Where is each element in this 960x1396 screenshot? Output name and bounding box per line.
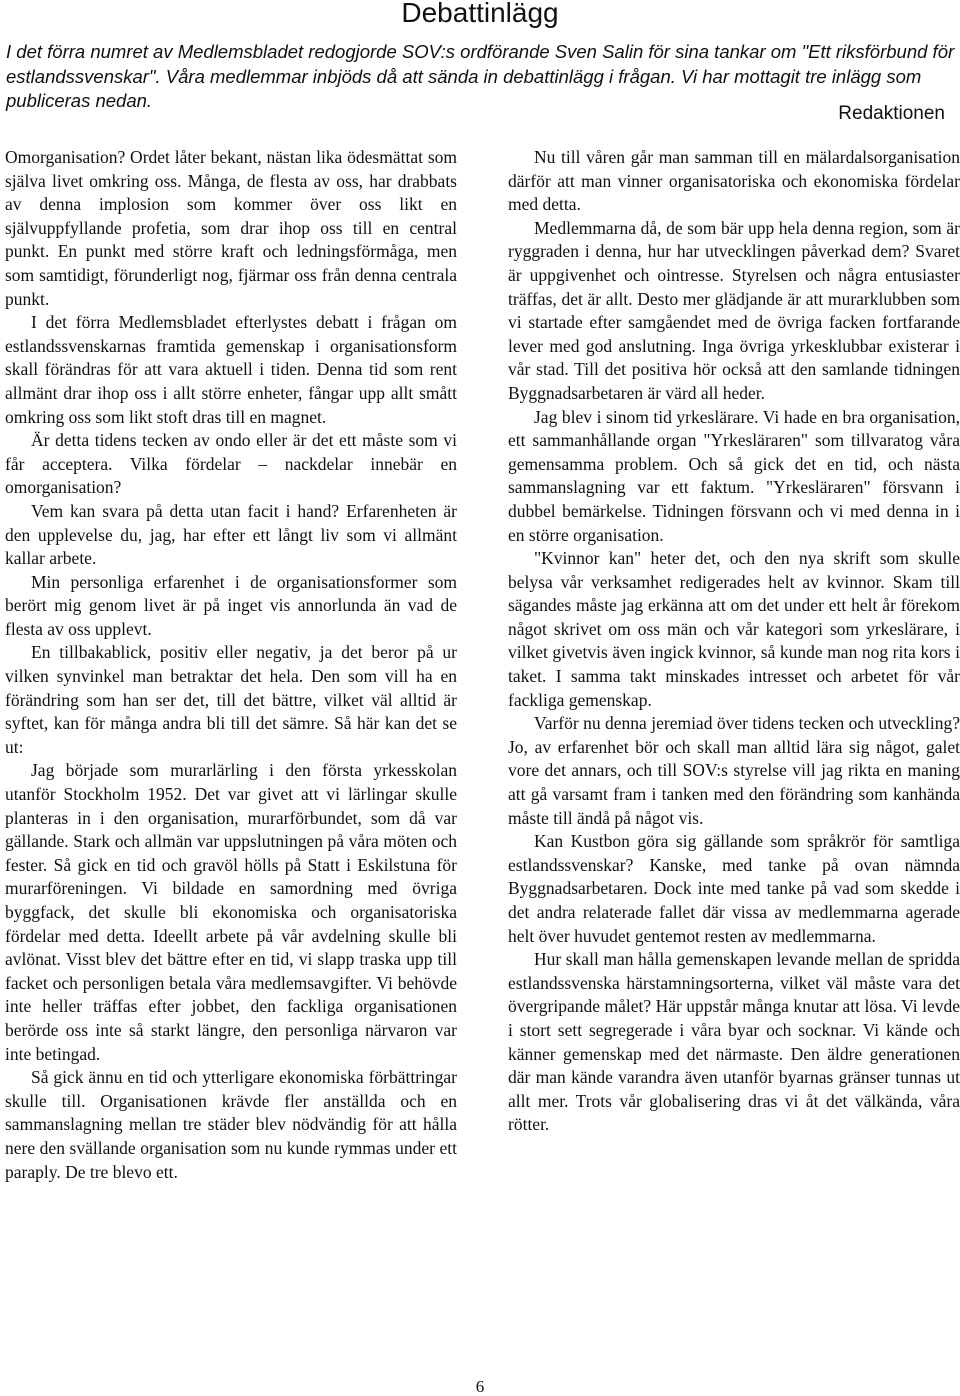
paragraph: En tillbakablick, positiv eller negativ, ja det beror på ur vilken synvinkel man betraktar det hela. Den som vill ha en förändring som han ser det, till det bättre, vilket väl alltid är syftet, kan för många andra bli till det sämre. Så här kan det se ut:	[5, 642, 457, 757]
paragraph: Medlemmarna då, de som bär upp hela denna region, som är ryggraden i denna, hur har utvecklingen påverkad dem? Svaret är uppgivenhet och ointresse. Styrelsen och några entusiaster träffas, det är allt. Desto mer glädjande är att murarklubben som vi startade efter samgåendet med de övriga facken fortfarande lever med god anslutning. Inga övriga yrkesklubbar existerar i vår stad. Till det positiva hör också att den samlande tidningen Byggnadsarbetaren är värd all heder.	[508, 217, 960, 403]
paragraph: Är detta tidens tecken av ondo eller är det ett måste som vi får acceptera. Vilka fördelar – nackdelar innebär en omorganisation?	[5, 430, 457, 498]
page-number: 6	[475, 1377, 485, 1396]
page-title: Debattinlägg	[401, 0, 559, 28]
paragraph: Så gick ännu en tid och ytterligare ekonomiska förbättringar skulle till. Organisationen krävde fler anställda och en sammanslagning mellan tre städer blev nödvändig för att hålla nere den svällande organisation som nu kunde rymmas under ett paraply. De tre blevo ett.	[5, 1067, 457, 1182]
paragraph: Kan Kustbon göra sig gällande som språkrör för samtliga estlandssvenskar? Kanske, med tanke på ovan nämnda Byggnadsarbetaren. Dock inte med tanke på vad som skedde i det andra relaterade fallet där vissa av medlemmarna agerade helt över huvudet gentemot resten av medlemmarna.	[508, 831, 960, 946]
editorial-intro: I det förra numret av Medlemsbladet redogjorde SOV:s ordförande Sven Salin för sina tankar om "Ett riksförbund för estlandssvenskar". Våra medlemmar inbjöds då att sända in debattinlägg i frågan. Vi har mottagit tre inlägg som publiceras nedan.	[6, 41, 955, 111]
paragraph: Varför nu denna jeremiad över tidens tecken och utveckling? Jo, av erfarenhet bör och skall man alltid lära sig något, galet vore det annars, och till SOV:s styrelse vill jag rikta en maning att gå varsamt fram i tanken med den förändring som kanhända måste till ändå på något vis.	[508, 713, 960, 828]
paragraph: Jag började som murarlärling i den första yrkesskolan utanför Stockholm 1952. Det var givet att vi lärlingar skulle planteras in i den organisation, murarförbundet, som då var gällande. Stark och allmän var uppslutningen på våra möten och fester. Så gick en tid och gravöl hölls på Statt i Eskilstuna för murarföreningen. Vi bildade en samordning med övriga byggfack, det skulle bli ekonomiska och organisatoriska fördelar med detta. Ideellt arbete på vår avdelning skulle bli avlönat. Visst blev det bättre efter en tid, vi slapp traska upp till facket och personligen betala våra medlemsavgifter. Vi behövde inte heller träffas efter jobbet, den fackliga organisationen berörde oss inte så starkt längre, den personliga närvaron var inte betingad.	[5, 760, 457, 1064]
editorial-signature: Redaktionen	[838, 103, 945, 124]
right-column	[508, 146, 960, 1137]
left-column	[5, 146, 457, 1184]
paragraph: Min personliga erfarenhet i de organisationsformer som berört mig genom livet är på inget vis annorlunda än vad de flesta av oss upplevt.	[5, 571, 457, 639]
paragraph: Nu till våren går man samman till en mälardalsorganisation därför att man vinner organisatoriska och ekonomiska fördelar med detta.	[508, 147, 960, 215]
paragraph: Omorganisation? Ordet låter bekant, nästan lika ödesmättat som själva livet omkring oss. Många, de flesta av oss, har drabbats av denna implosion som kommer över oss likt en självuppfyllande profetia, som drar ihop oss till en central punkt. En punkt med större kraft och ledningsförmåga, men som samtidigt, förunderligt nog, fjärmar oss från denna centrala punkt.	[5, 147, 457, 309]
paragraph: Hur skall man hålla gemenskapen levande mellan de spridda estlandssvenska härstamningsorterna, vilket väl måste vara det övergripande målet? Här uppstår många knutar att lösa. Vi levde i stort sett segregerade i våra byar och socknar. Vi kände och känner gemenskap med det närmaste. Den äldre generationen där man kände varandra även utanför byarnas gränser tunnas ut allt mer. Trots vår globalisering dras vi åt det välkända, våra rötter.	[508, 949, 960, 1135]
paragraph: "Kvinnor kan" heter det, och den nya skrift som skulle belysa vår verksamhet redigerades helt av kvinnor. Skam till sägandes måste jag erkänna att om det under ett helt år förekom något skrivet om oss män och vår kategori som yrkeslärare, i vilket givetvis även ingick kvinnor, så kunde man nog rita kors i taket. I samma takt minskades intresset och arbetet för vår fackliga gemenskap.	[508, 548, 960, 710]
paragraph: I det förra Medlemsbladet efterlystes debatt i frågan om estlandssvenskarnas framtida gemenskap i organisationsform skall förändras för att vara aktuell i tiden. Denna tid som rent allmänt drar ihop oss i allt större enheter, fångar upp allt smått omkring oss som likt stoft dras till en magnet.	[5, 312, 457, 427]
paragraph: Vem kan svara på detta utan facit i hand? Erfarenheten är den upplevelse du, jag, har efter ett långt liv som vi allmänt kallar arbete.	[5, 500, 457, 569]
paragraph: Jag blev i sinom tid yrkeslärare. Vi hade en bra organisation, ett sammanhållande organ "Yrkesläraren" som tillvaratog våra gemensamma problem. Och så gick det en tid, och nästa sammanslagning var ett faktum. "Yrkesläraren" försvann i dubbel bemärkelse. Tidningen försvann och vi med denna in i en större organisation.	[508, 406, 960, 545]
